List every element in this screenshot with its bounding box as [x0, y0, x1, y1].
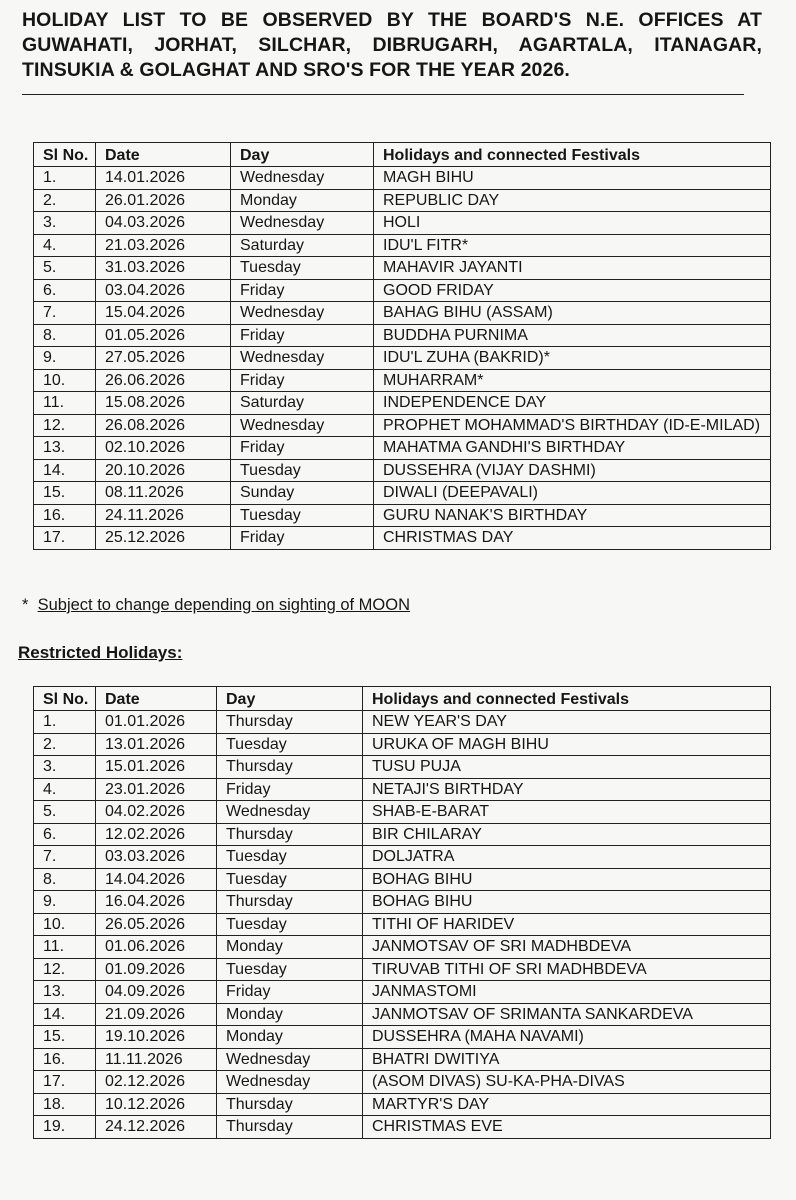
cell-sl-no: 16. [34, 1048, 96, 1071]
table-row [34, 504, 771, 527]
cell-sl-no: 18. [34, 1093, 96, 1116]
cell-holiday: BIR CHILARAY [363, 823, 771, 846]
cell-day: Monday [231, 189, 374, 212]
cell-day: Friday [231, 527, 374, 550]
cell-date: 01.01.2026 [96, 711, 217, 734]
cell-holiday: DOLJATRA [363, 846, 771, 869]
document-heading: HOLIDAY LIST TO BE OBSERVED BY THE BOARD'S N.E. OFFICES AT GUWAHATI, JORHAT, SILCHAR, DIBRUGARH, AGARTALA, ITANAGAR, TINSUKIA & GOLAGHAT AND SRO'S FOR THE YEAR 2026. [22, 9, 762, 81]
heading-divider [22, 94, 744, 95]
cell-sl-no: 6. [34, 279, 96, 302]
cell-day: Friday [217, 981, 363, 1004]
table-row [34, 437, 771, 460]
cell-day: Saturday [231, 392, 374, 415]
cell-day: Wednesday [231, 167, 374, 190]
cell-sl-no: 1. [34, 711, 96, 734]
cell-holiday: DIWALI (DEEPAVALI) [374, 482, 771, 505]
cell-day: Sunday [231, 482, 374, 505]
cell-day: Thursday [217, 891, 363, 914]
cell-holiday: BHATRI DWITIYA [363, 1048, 771, 1071]
cell-holiday: DUSSEHRA (MAHA NAVAMI) [363, 1026, 771, 1049]
cell-day: Saturday [231, 234, 374, 257]
cell-sl-no: 2. [34, 189, 96, 212]
cell-day: Friday [217, 778, 363, 801]
table-row [34, 459, 771, 482]
cell-sl-no: 9. [34, 891, 96, 914]
table-row [34, 1116, 771, 1139]
cell-day: Thursday [217, 711, 363, 734]
table-row [34, 913, 771, 936]
table-row [34, 189, 771, 212]
cell-date: 25.12.2026 [96, 527, 231, 550]
cell-holiday: MAHAVIR JAYANTI [374, 257, 771, 280]
cell-date: 03.03.2026 [96, 846, 217, 869]
cell-holiday: CHRISTMAS DAY [374, 527, 771, 550]
cell-sl-no: 12. [34, 958, 96, 981]
cell-sl-no: 14. [34, 1003, 96, 1026]
cell-sl-no: 4. [34, 778, 96, 801]
moon-footnote [22, 596, 410, 615]
cell-date: 26.05.2026 [96, 913, 217, 936]
cell-holiday: IDU'L ZUHA (BAKRID)* [374, 347, 771, 370]
cell-date: 10.12.2026 [96, 1093, 217, 1116]
col-header-sl-no: Sl No. [34, 687, 96, 711]
cell-holiday: GOOD FRIDAY [374, 279, 771, 302]
cell-sl-no: 16. [34, 504, 96, 527]
cell-sl-no: 11. [34, 936, 96, 959]
cell-date: 14.04.2026 [96, 868, 217, 891]
table-row [34, 756, 771, 779]
cell-date: 02.12.2026 [96, 1071, 217, 1094]
cell-sl-no: 3. [34, 212, 96, 235]
cell-holiday: GURU NANAK'S BIRTHDAY [374, 504, 771, 527]
cell-holiday: TITHI OF HARIDEV [363, 913, 771, 936]
cell-sl-no: 5. [34, 801, 96, 824]
table-row [34, 1071, 771, 1094]
table-row [34, 482, 771, 505]
cell-date: 02.10.2026 [96, 437, 231, 460]
restricted-holidays-heading: Restricted Holidays: [18, 643, 183, 662]
cell-day: Friday [231, 279, 374, 302]
cell-date: 12.02.2026 [96, 823, 217, 846]
table-row [34, 212, 771, 235]
cell-day: Friday [231, 369, 374, 392]
cell-date: 23.01.2026 [96, 778, 217, 801]
cell-date: 04.03.2026 [96, 212, 231, 235]
table-row [34, 711, 771, 734]
cell-holiday: JANMASTOMI [363, 981, 771, 1004]
cell-date: 26.06.2026 [96, 369, 231, 392]
cell-day: Monday [217, 1026, 363, 1049]
cell-holiday: CHRISTMAS EVE [363, 1116, 771, 1139]
cell-day: Thursday [217, 1093, 363, 1116]
cell-sl-no: 12. [34, 414, 96, 437]
table-header-row [34, 687, 771, 711]
cell-day: Tuesday [231, 504, 374, 527]
cell-date: 08.11.2026 [96, 482, 231, 505]
cell-sl-no: 17. [34, 527, 96, 550]
cell-holiday: MARTYR'S DAY [363, 1093, 771, 1116]
table-row [34, 936, 771, 959]
cell-day: Tuesday [217, 913, 363, 936]
cell-date: 26.08.2026 [96, 414, 231, 437]
cell-holiday: PROPHET MOHAMMAD'S BIRTHDAY (ID-E-MILAD) [374, 414, 771, 437]
table-row [34, 1093, 771, 1116]
footnote-asterisk: * [22, 596, 29, 614]
cell-day: Tuesday [217, 733, 363, 756]
cell-day: Tuesday [231, 257, 374, 280]
cell-day: Wednesday [217, 1071, 363, 1094]
cell-sl-no: 15. [34, 1026, 96, 1049]
cell-day: Tuesday [217, 846, 363, 869]
table-row [34, 1048, 771, 1071]
cell-day: Monday [217, 936, 363, 959]
cell-day: Wednesday [217, 1048, 363, 1071]
cell-holiday: REPUBLIC DAY [374, 189, 771, 212]
cell-date: 21.09.2026 [96, 1003, 217, 1026]
cell-holiday: MAGH BIHU [374, 167, 771, 190]
cell-sl-no: 13. [34, 437, 96, 460]
cell-date: 26.01.2026 [96, 189, 231, 212]
cell-holiday: BAHAG BIHU (ASSAM) [374, 302, 771, 325]
cell-day: Wednesday [231, 302, 374, 325]
cell-holiday: BOHAG BIHU [363, 868, 771, 891]
cell-sl-no: 14. [34, 459, 96, 482]
table-row [34, 234, 771, 257]
cell-day: Tuesday [231, 459, 374, 482]
cell-sl-no: 9. [34, 347, 96, 370]
cell-sl-no: 17. [34, 1071, 96, 1094]
cell-sl-no: 13. [34, 981, 96, 1004]
table-row [34, 981, 771, 1004]
table-row [34, 846, 771, 869]
cell-day: Monday [217, 1003, 363, 1026]
cell-date: 15.01.2026 [96, 756, 217, 779]
cell-holiday: MUHARRAM* [374, 369, 771, 392]
restricted-holidays-body [34, 711, 771, 1139]
footnote-text: Subject to change depending on sighting of MOON [37, 596, 411, 614]
restricted-holidays-table [33, 686, 771, 1139]
cell-sl-no: 5. [34, 257, 96, 280]
table-row [34, 302, 771, 325]
col-header-day: Day [231, 143, 374, 167]
cell-date: 04.09.2026 [96, 981, 217, 1004]
cell-date: 15.08.2026 [96, 392, 231, 415]
table-row [34, 891, 771, 914]
cell-day: Thursday [217, 1116, 363, 1139]
table-row [34, 778, 771, 801]
table-row [34, 1026, 771, 1049]
table-row [34, 279, 771, 302]
cell-holiday: DUSSEHRA (VIJAY DASHMI) [374, 459, 771, 482]
cell-holiday: TUSU PUJA [363, 756, 771, 779]
table-row [34, 257, 771, 280]
cell-date: 01.09.2026 [96, 958, 217, 981]
cell-holiday: BUDDHA PURNIMA [374, 324, 771, 347]
cell-day: Wednesday [231, 212, 374, 235]
cell-date: 01.05.2026 [96, 324, 231, 347]
cell-date: 27.05.2026 [96, 347, 231, 370]
cell-date: 20.10.2026 [96, 459, 231, 482]
col-header-holiday: Holidays and connected Festivals [374, 143, 771, 167]
cell-day: Friday [231, 437, 374, 460]
table-row [34, 347, 771, 370]
table-header-row [34, 143, 771, 167]
cell-holiday: INDEPENDENCE DAY [374, 392, 771, 415]
table-row [34, 733, 771, 756]
col-header-holiday: Holidays and connected Festivals [363, 687, 771, 711]
cell-sl-no: 10. [34, 913, 96, 936]
cell-holiday: NETAJI'S BIRTHDAY [363, 778, 771, 801]
cell-date: 16.04.2026 [96, 891, 217, 914]
cell-day: Tuesday [217, 958, 363, 981]
cell-day: Wednesday [231, 347, 374, 370]
cell-sl-no: 19. [34, 1116, 96, 1139]
col-header-day: Day [217, 687, 363, 711]
cell-date: 11.11.2026 [96, 1048, 217, 1071]
cell-sl-no: 10. [34, 369, 96, 392]
table-row [34, 167, 771, 190]
table-row [34, 823, 771, 846]
cell-sl-no: 4. [34, 234, 96, 257]
gazetted-holidays-table [33, 142, 771, 550]
col-header-date: Date [96, 687, 217, 711]
cell-holiday: URUKA OF MAGH BIHU [363, 733, 771, 756]
col-header-date: Date [96, 143, 231, 167]
cell-holiday: MAHATMA GANDHI'S BIRTHDAY [374, 437, 771, 460]
cell-holiday: IDU'L FITR* [374, 234, 771, 257]
cell-sl-no: 8. [34, 868, 96, 891]
table-row [34, 527, 771, 550]
cell-date: 04.02.2026 [96, 801, 217, 824]
cell-sl-no: 1. [34, 167, 96, 190]
cell-date: 21.03.2026 [96, 234, 231, 257]
table-row [34, 392, 771, 415]
cell-day: Wednesday [231, 414, 374, 437]
cell-sl-no: 6. [34, 823, 96, 846]
cell-sl-no: 7. [34, 302, 96, 325]
cell-day: Thursday [217, 756, 363, 779]
cell-day: Thursday [217, 823, 363, 846]
cell-holiday: (ASOM DIVAS) SU-KA-PHA-DIVAS [363, 1071, 771, 1094]
cell-holiday: BOHAG BIHU [363, 891, 771, 914]
gazetted-holidays-body [34, 167, 771, 550]
cell-sl-no: 3. [34, 756, 96, 779]
cell-holiday: JANMOTSAV OF SRI MADHBDEVA [363, 936, 771, 959]
table-row [34, 414, 771, 437]
cell-date: 24.11.2026 [96, 504, 231, 527]
cell-holiday: NEW YEAR'S DAY [363, 711, 771, 734]
cell-sl-no: 8. [34, 324, 96, 347]
table-row [34, 369, 771, 392]
cell-day: Tuesday [217, 868, 363, 891]
cell-holiday: TIRUVAB TITHI OF SRI MADHBDEVA [363, 958, 771, 981]
cell-day: Friday [231, 324, 374, 347]
col-header-sl-no: Sl No. [34, 143, 96, 167]
cell-day: Wednesday [217, 801, 363, 824]
cell-date: 15.04.2026 [96, 302, 231, 325]
cell-sl-no: 11. [34, 392, 96, 415]
cell-date: 31.03.2026 [96, 257, 231, 280]
cell-date: 13.01.2026 [96, 733, 217, 756]
cell-holiday: JANMOTSAV OF SRIMANTA SANKARDEVA [363, 1003, 771, 1026]
cell-date: 03.04.2026 [96, 279, 231, 302]
cell-sl-no: 7. [34, 846, 96, 869]
cell-date: 01.06.2026 [96, 936, 217, 959]
cell-holiday: SHAB-E-BARAT [363, 801, 771, 824]
cell-date: 19.10.2026 [96, 1026, 217, 1049]
table-row [34, 958, 771, 981]
cell-date: 14.01.2026 [96, 167, 231, 190]
table-row [34, 324, 771, 347]
cell-sl-no: 15. [34, 482, 96, 505]
cell-sl-no: 2. [34, 733, 96, 756]
cell-date: 24.12.2026 [96, 1116, 217, 1139]
table-row [34, 868, 771, 891]
table-row [34, 1003, 771, 1026]
cell-holiday: HOLI [374, 212, 771, 235]
table-row [34, 801, 771, 824]
